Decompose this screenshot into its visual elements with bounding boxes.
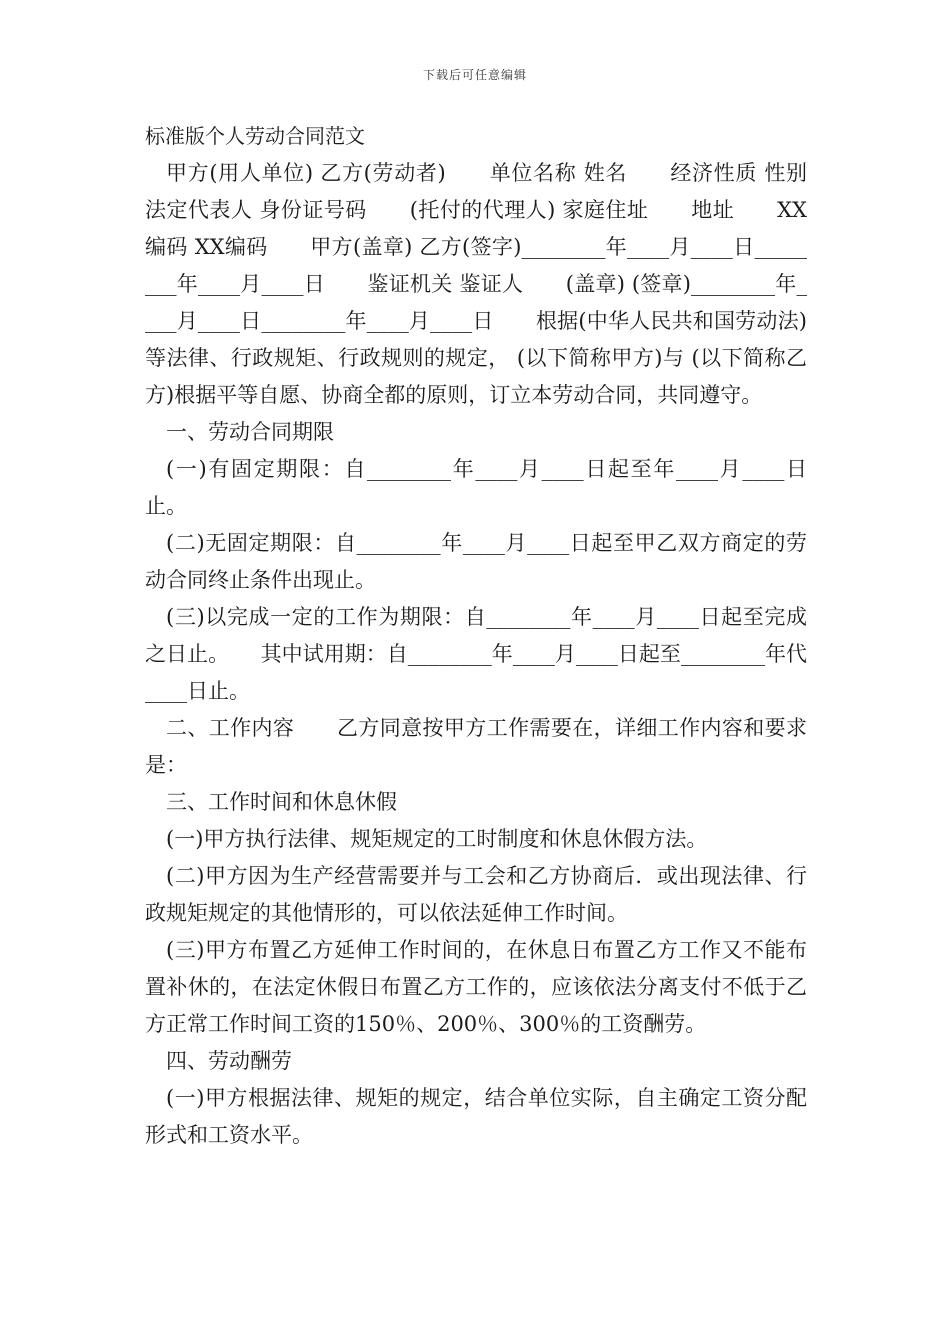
- document-body: [145, 118, 849, 1154]
- paragraph-fixed-term: (一)有固定期限：自________年____月____日起至年____月____日止。: [145, 457, 807, 518]
- paragraph-open-term: (二)无固定期限：自________年____月____日起至甲乙双方商定的劳动合同终止条件出现止。: [145, 531, 807, 592]
- section-heading-hours: 三、工作时间和休息休假: [166, 790, 397, 814]
- header-note: 下载后可任意编辑: [422, 68, 527, 82]
- document-title: 标准版个人劳动合同范文: [145, 124, 365, 148]
- paragraph-task-term: (三)以完成一定的工作为期限：自________年____月____日起至完成之日止。 其中试用期：自________年____月____日起至________年代____日止。: [145, 605, 807, 703]
- paragraph-pay-1: (一)甲方根据法律、规矩的规定，结合单位实际，自主确定工资分配形式和工资水平。: [145, 1086, 807, 1147]
- section-heading-pay: 四、劳动酬劳: [166, 1049, 292, 1073]
- paragraph-work-content: 二、工作内容 乙方同意按甲方工作需要在，详细工作内容和要求是：: [145, 716, 807, 777]
- paragraph-hours-3: (三)甲方布置乙方延伸工作时间的，在休息日布置乙方工作又不能布置补休的，在法定休假日布置乙方工作的，应该依法分离支付不低于乙方正常工作时间工资的150％、200％、300％的工资酬劳。: [145, 938, 807, 1036]
- section-heading-term: 一、劳动合同期限: [166, 420, 334, 444]
- paragraph-parties: 甲方(用人单位) 乙方(劳动者) 单位名称 姓名 经济性质 性别 法定代表人 身份证号码 (托付的代理人) 家庭住址 地址 XX编码 XX编码 甲方(盖章) 乙方(签字)________年____月____日________年____月____日 鉴证机关 鉴证人 (盖章) (签章)________年____月____日________年____月____日 根据(中华人民共和国劳动法)等法律、行政规矩、行政规则的规定， (以下简称甲方)与 (以下简称乙方)根据平等自愿、协商全都的原则，订立本劳动合同，共同遵守。: [145, 161, 849, 407]
- paragraph-hours-1: (一)甲方执行法律、规矩规定的工时制度和休息休假方法。: [166, 827, 708, 851]
- paragraph-hours-2: (二)甲方因为生产经营需要并与工会和乙方协商后．或出现法律、行政规矩规定的其他情形的，可以依法延伸工作时间。: [145, 864, 807, 925]
